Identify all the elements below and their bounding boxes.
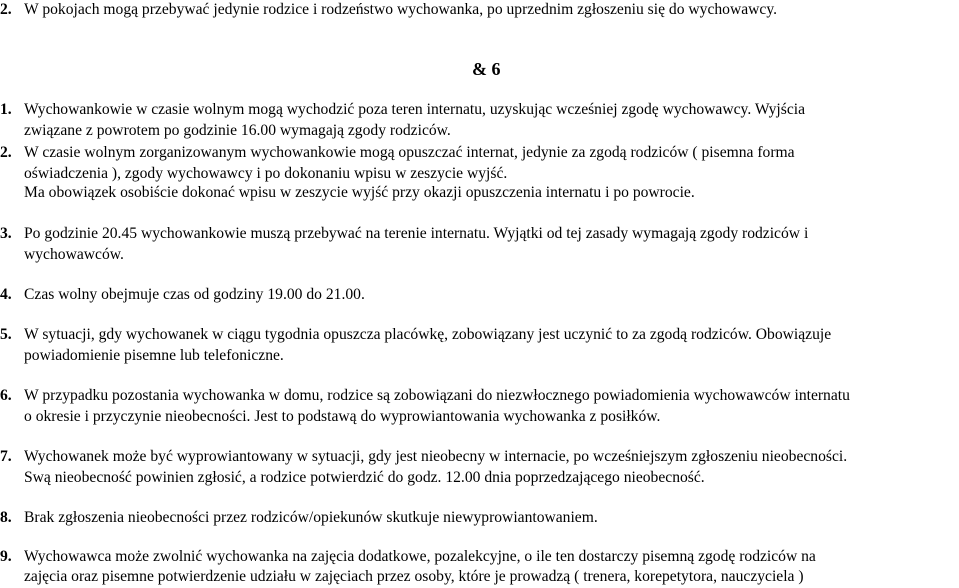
item-number: 4. [0, 286, 12, 303]
item-number: 8. [0, 509, 12, 526]
item-text: Czas wolny obejmuje czas od godziny 19.00 do 21.00. [24, 286, 365, 303]
item-text: Brak zgłoszenia nieobecności przez rodziców/opiekunów skutkuje niewyprowiantowaniem. [24, 509, 598, 526]
item-5-line-0 [0, 325, 831, 346]
item-1-line-0 [0, 100, 805, 121]
item-text: Po godzinie 20.45 wychowankowie muszą przebywać na terenie internatu. Wyjątki od tej zasady wymagają zgody rodziców i [24, 225, 809, 242]
item-text: Wychowawca może zwolnić wychowanka na zajęcia dodatkowe, pozalekcyjne, o ile ten dostarczy pisemną zgodę rodziców na [24, 548, 816, 565]
item-text: W sytuacji, gdy wychowanek w ciągu tygodnia opuszcza placówkę, zobowiązany jest uczynić to za zgodą rodziców. Obowiązuje [24, 326, 832, 343]
item-number: 2. [0, 144, 12, 161]
item-8-line-0 [0, 508, 598, 529]
item-number: 9. [0, 548, 12, 565]
prev-item-line-0 [0, 0, 777, 21]
item-number: 5. [0, 326, 12, 343]
item-text: Wychowankowie w czasie wolnym mogą wychodzić poza teren internatu, uzyskując wcześniej zgodę wychowawcy. Wyjścia [24, 101, 805, 118]
section-heading: & 6 [472, 59, 501, 79]
item-text: W czasie wolnym zorganizowanym wychowankowie mogą opuszczać internat, jedynie za zgodą rodziców ( pisemna forma [24, 144, 795, 161]
item-1-line-1: związane z powrotem po godzinie 16.00 wymagają zgody rodziców. [24, 122, 451, 139]
item-2-line-1: oświadczenia ), zgody wychowawcy i po dokonaniu wpisu w zeszycie wyjść. [24, 165, 508, 182]
item-text: Wychowanek może być wyprowiantowany w sytuacji, gdy jest nieobecny w internacie, po wcześniejszym zgłoszeniu nieobecności. [24, 448, 848, 465]
item-number: 3. [0, 225, 12, 242]
item-9-line-1: zajęcia oraz pisemne potwierdzenie udziału w zajęciach przez osoby, które je prowadzą ( trenera, korepetytora, nauczyciela ) [24, 568, 804, 585]
item-5-line-1: powiadomienie pisemne lub telefoniczne. [24, 347, 284, 364]
item-3-line-0 [0, 224, 808, 245]
item-9-line-0 [0, 547, 816, 568]
item-4-line-0 [0, 285, 365, 306]
item-number: 2. [0, 1, 12, 18]
item-text: W pokojach mogą przebywać jedynie rodzice i rodzeństwo wychowanka, po uprzednim zgłoszeniu się do wychowawcy. [24, 1, 778, 18]
item-number: 6. [0, 387, 12, 404]
item-number: 1. [0, 101, 12, 118]
item-text: W przypadku pozostania wychowanka w domu, rodzice są zobowiązani do niezwłocznego powiadomienia wychowawców internatu [24, 387, 850, 404]
item-2-line-2: Ma obowiązek osobiście dokonać wpisu w zeszycie wyjść przy okazji opuszczenia internatu i po powrocie. [24, 184, 695, 201]
item-6-line-1: o okresie i przyczynie nieobecności. Jest to podstawą do wyprowiantowania wychowanka z posiłków. [24, 408, 661, 425]
item-2-line-0 [0, 143, 795, 164]
item-3-line-1: wychowawców. [24, 246, 124, 263]
item-7-line-1: Swą nieobecność powinien zgłosić, a rodzice potwierdzić do godz. 12.00 dnia poprzedzającego nieobecność. [24, 469, 705, 486]
item-number: 7. [0, 448, 12, 465]
item-7-line-0 [0, 447, 847, 468]
item-6-line-0 [0, 386, 850, 407]
